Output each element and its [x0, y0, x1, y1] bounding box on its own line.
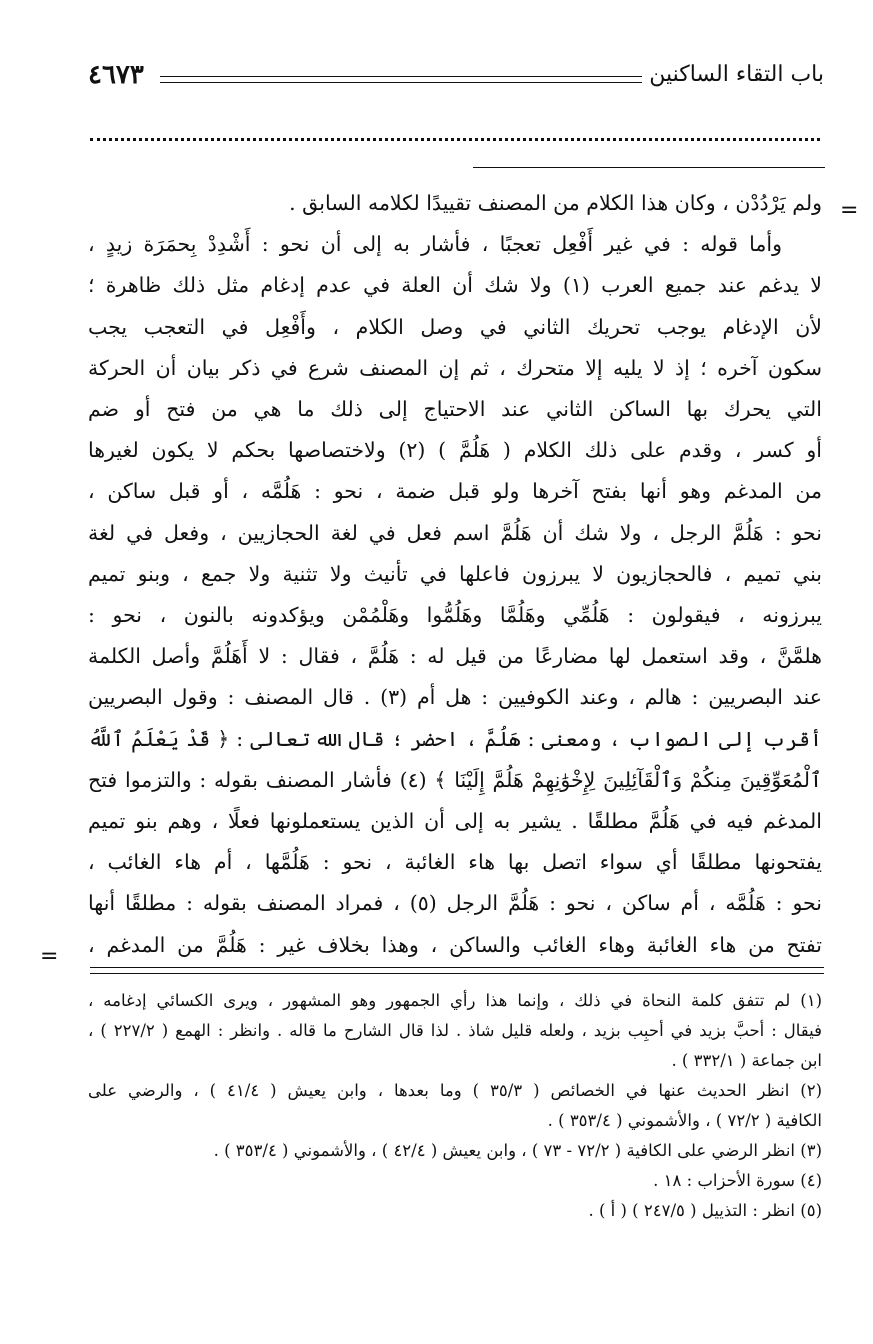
- text-line: عند البصريين : هالم ، وعند الكوفيين : هل أم (٣) . قال المصنف : وقول البصريين: [88, 685, 822, 710]
- text-line: وأما قوله : في غير أَفْعِل تعجبًا ، فأشار به إلى أن نحو : أَشْدِدْ بِحمَرَة زيدٍ ،: [88, 232, 782, 257]
- chapter-title: باب التقاء الساكنين: [649, 62, 824, 87]
- text-line: نحو : هَلُمَّ الرجل ، ولا شك أن هَلُمَّ اسم فعل في لغة الحجازيين ، وفعل في لغة: [88, 520, 822, 545]
- footnote-separator: [90, 967, 824, 974]
- footnote-line: (٤) سورة الأحزاب : ١٨ .: [653, 1171, 822, 1190]
- running-header: [88, 62, 824, 98]
- footnote-line: فيقال : أحبَّ بزيد في أحبِب بزيد ، ولعله قليل شاذ . لذا قال الشارح ما قاله . وانظر : الهمع ( ٢٢٧/٢ ) ،: [88, 1021, 822, 1040]
- text-line: من المدغم وهو أنها بفتح آخرها ولو قبل ضمة ، نحو : هَلُمَّه ، أو قبل ساكن ،: [88, 479, 822, 504]
- footnote-line: (٥) انظر : التذييل ( ٢٤٧/٥ ) ( أ ) .: [588, 1201, 822, 1220]
- header-rule: [160, 76, 642, 83]
- text-line: بني تميم ، فالحجازيون لا يبرزون فاعلها في تأنيث ولا تثنية ولا جمع ، وبنو تميم: [88, 561, 822, 586]
- continuation-mark-top: =: [840, 198, 859, 223]
- footnote-line: (١) لم تتفق كلمة النحاة في ذلك ، وإنما هذا رأي الجمهور وهو المشهور ، ويرى الكسائي إدغامه ،: [88, 991, 822, 1010]
- text-line: يبرزونه ، فيقولون : هَلُمِّي وهَلُمَّا وهَلُمُّوا وهَلْمُمْن ويؤكدونه بالنون ، نحو :: [88, 603, 822, 628]
- text-line: المدغم فيه في هَلُمَّ مطلقًا . يشير به إلى أن الذين يستعملونها فعلًا ، وهم بنو تميم: [88, 809, 822, 834]
- text-line: لأن الإدغام يوجب تحريك الثاني في وصل الكلام ، وأَفْعِل في التعجب يجب: [88, 314, 822, 339]
- text-line: أقرب إلى الصواب ، ومعنى : هَلُمَّ ، احضر ؛ قال الله تعالى : ﴿ قَدْ يَعْلَمُ ٱللَّهُ: [88, 726, 822, 751]
- footnote-line: الكافية ( ٧٢/٢ ) ، والأشموني ( ٣٥٣/٤ ) .: [547, 1111, 822, 1130]
- footnote-line: ابن جماعة ( ٣٣٢/١ ) .: [671, 1051, 822, 1070]
- text-line: نحو : هَلُمَّه ، أم ساكن ، نحو : هَلُمَّ الرجل (٥) ، فمراد المصنف بقوله : مطلقًا أنها: [88, 891, 822, 916]
- text-line: سكون آخره ؛ إذ لا يليه إلا متحرك ، ثم إن المصنف شرع في ذكر بيان أن الحركة: [88, 355, 822, 380]
- text-line: تفتح من هاء الغائبة وهاء الغائب والساكن ، وهذا بخلاف غير : هَلُمَّ من المدغم ،: [88, 932, 822, 957]
- text-line: يفتحونها مطلقًا أي سواء اتصل بها هاء الغائبة ، نحو : هَلُمَّها ، أم هاء الغائب ،: [88, 850, 822, 875]
- main-text: [88, 183, 822, 966]
- text-line: لا يدغم عند جميع العرب (١) ولا شك أن العلة في عدم إدغام مثل ذلك ظاهرة ؛: [88, 273, 822, 298]
- text-line: هلمَّنَّ ، وقد استعمل لها مضارعًا من قيل له : هَلُمَّ ، فقال : لا أَهَلُمَّ وأصل الكلمة: [88, 644, 822, 669]
- text-line: ولم يَرْدُدْن ، وكان هذا الكلام من المصنف تقييدًا لكلامه السابق .: [289, 191, 822, 215]
- footnote-line: (٢) انظر الحديث عنها في الخصائص ( ٣٥/٣ ) وما بعدها ، وابن يعيش ( ٤١/٤ ) ، والرضي على: [88, 1081, 822, 1100]
- dotted-divider: [90, 138, 820, 151]
- quran-verse-line: ٱلْمُعَوِّقِينَ مِنكُمْ وَٱلْقَآئِلِينَ لِإِخْوَٰنِهِمْ هَلُمَّ إِلَيْنَا ﴾ (٤) فأشار المصنف بقوله : والتزموا فتح: [88, 767, 822, 792]
- text-line: أو كسر ، وقدم على ذلك الكلام ( هَلُمَّ ) (٢) ولاختصاصها بحكم لا يكون لغيرها: [88, 438, 822, 463]
- text-line: التي يحرك بها الساكن الثاني عند الاحتياج إلى ذلك ما هي من فتح أو ضم: [88, 397, 822, 422]
- page-number: ٤٦٧٣: [88, 60, 144, 90]
- continuation-mark-bottom: =: [40, 944, 59, 969]
- footnotes: [88, 986, 822, 1226]
- continuation-rule: [473, 167, 825, 168]
- footnote-line: (٣) انظر الرضي على الكافية ( ٧٢/٢ - ٧٣ ) ، وابن يعيش ( ٤٢/٤ ) ، والأشموني ( ٣٥٣/٤ ) .: [213, 1141, 822, 1160]
